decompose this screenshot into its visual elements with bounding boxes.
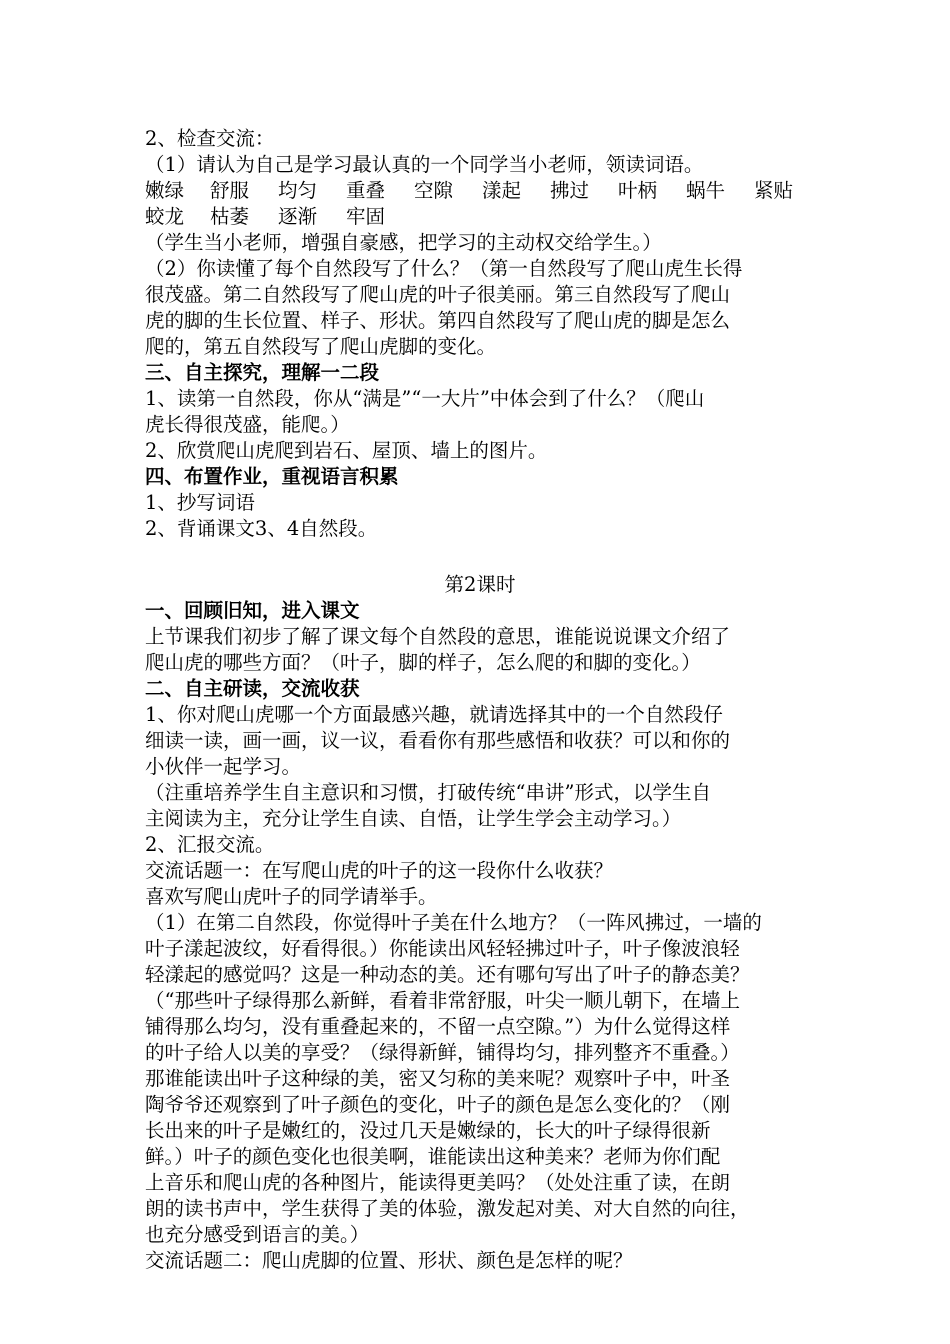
lesson2-part1-line: 上节课我们初步了解了课文每个自然段的意思，谁能说说课文介绍了: [145, 625, 731, 648]
check-item1: （1）请认为自己是学习最认真的一个同学当小老师，领读词语。: [145, 153, 704, 176]
vocab-word: 紧贴: [754, 179, 794, 202]
lesson2-part2-line: （“那些叶子绿得那么新鲜，看着非常舒服，叶尖一顺儿朝下，在墙上: [145, 989, 740, 1012]
lesson2-part2-line: （1）在第二自然段，你觉得叶子美在什么地方？（一阵风拂过，一墙的: [145, 911, 762, 934]
lesson2-part2-line: 1、你对爬山虎哪一个方面最感兴趣，就请选择其中的一个自然段仔: [145, 703, 723, 726]
lesson2-part2-line: 的叶子给人以美的享受？（绿得新鲜，铺得均匀，排列整齐不重叠。）: [145, 1041, 740, 1064]
vocab-word: 拂过: [550, 179, 590, 202]
lesson2-part2-heading: 二、自主研读，交流收获: [145, 677, 360, 700]
lesson2-part2-line: 陶爷爷还观察到了叶子颜色的变化，叶子的颜色是怎么变化的？（刚: [145, 1093, 731, 1116]
lesson2-part1-line: 爬山虎的哪些方面？（叶子，脚的样子，怎么爬的和脚的变化。）: [145, 651, 701, 674]
vocab-row-2: [145, 204, 815, 230]
lesson2-part2-line: （注重培养学生自主意识和习惯，打破传统“串讲”形式，以学生自: [145, 781, 711, 804]
section4-line: 1、抄写词语: [145, 491, 255, 514]
vocab-word: 嫩绿: [145, 179, 185, 202]
check-note1: （学生当小老师，增强自豪感，把学习的主动权交给学生。）: [145, 231, 662, 254]
vocab-word: 蜗牛: [686, 179, 726, 202]
lesson2-part2-line: 喜欢写爬山虎叶子的同学请举手。: [145, 885, 438, 908]
section4-heading: 四、布置作业，重视语言积累: [145, 465, 399, 488]
lesson2-title: 第2课时: [444, 573, 516, 596]
section4-line: 2、背诵课文3、4自然段。: [145, 517, 378, 540]
vocab-row-1: [145, 178, 815, 204]
section3-line: 2、欣赏爬山虎爬到岩石、屋顶、墙上的图片。: [145, 439, 548, 462]
lesson2-part2-line: 铺得那么均匀，没有重叠起来的，不留一点空隙。”）为什么觉得这样: [145, 1015, 731, 1038]
section3-heading: 三、自主探究，理解一二段: [145, 361, 380, 384]
vocab-word: 逐渐: [278, 205, 318, 228]
blank-line: [145, 542, 815, 572]
lesson2-part2-line: 上音乐和爬山虎的各种图片，能读得更美吗？（处处注重了读，在朗: [145, 1171, 731, 1194]
section3-line: 虎长得很茂盛，能爬。）: [145, 413, 350, 436]
vocab-word: 均匀: [278, 179, 318, 202]
vocab-word: 漾起: [482, 179, 522, 202]
vocab-word: 舒服: [210, 179, 250, 202]
lesson2-part2-line: 长出来的叶子是嫩红的，没过几天是嫩绿的，长大的叶子绿得很新: [145, 1119, 711, 1142]
lesson2-part2-line: 叶子漾起波纹，好看得很。）你能读出风轻轻拂过叶子，叶子像波浪轻: [145, 937, 740, 960]
check-heading: 2、检查交流：: [145, 127, 275, 150]
lesson2-part2-line: 鲜。）叶子的颜色变化也很美啊，谁能读出这种美来？老师为你们配: [145, 1145, 721, 1168]
lesson2-part2-line: 轻漾起的感觉吗？这是一种动态的美。还有哪句写出了叶子的静态美？: [145, 963, 750, 986]
check-item2-line: （2）你读懂了每个自然段写了什么？（第一自然段写了爬山虎生长得: [145, 257, 743, 280]
lesson2-part2-line: 交流话题二：爬山虎脚的位置、形状、颜色是怎样的呢？: [145, 1249, 633, 1272]
check-item2-line: 爬的，第五自然段写了爬山虎脚的变化。: [145, 335, 497, 358]
lesson2-part1-heading: 一、回顾旧知，进入课文: [145, 599, 360, 622]
vocab-word: 叶柄: [618, 179, 658, 202]
vocab-word: 蛟龙: [145, 205, 185, 228]
vocab-word: 空隙: [414, 179, 454, 202]
lesson2-part2-line: 交流话题一：在写爬山虎的叶子的这一段你什么收获？: [145, 859, 614, 882]
lesson2-part2-line: 朗的读书声中，学生获得了美的体验，激发起对美、对大自然的向往，: [145, 1197, 750, 1220]
vocab-word: 重叠: [346, 179, 386, 202]
lesson2-part2-line: 2、汇报交流。: [145, 833, 275, 856]
lesson2-part2-line: 也充分感受到语言的美。）: [145, 1223, 370, 1246]
document-page: [145, 126, 815, 1274]
lesson2-part2-line: 小伙伴一起学习。: [145, 755, 302, 778]
lesson2-part2-line: 那谁能读出叶子这种绿的美，密又匀称的美来呢？观察叶子中，叶圣: [145, 1067, 731, 1090]
vocab-word: 牢固: [346, 205, 386, 228]
section3-line: 1、读第一自然段，你从“满是”“一大片”中体会到了什么？（爬山: [145, 387, 705, 410]
lesson2-part2-line: 主阅读为主，充分让学生自读、自悟，让学生学会主动学习。）: [145, 807, 682, 830]
check-item2-line: 虎的脚的生长位置、样子、形状。第四自然段写了爬山虎的脚是怎么: [145, 309, 731, 332]
lesson2-part2-line: 细读一读，画一画，议一议，看看你有那些感悟和收获？可以和你的: [145, 729, 731, 752]
vocab-word: 枯萎: [210, 205, 250, 228]
check-item2-line: 很茂盛。第二自然段写了爬山虎的叶子很美丽。第三自然段写了爬山: [145, 283, 731, 306]
